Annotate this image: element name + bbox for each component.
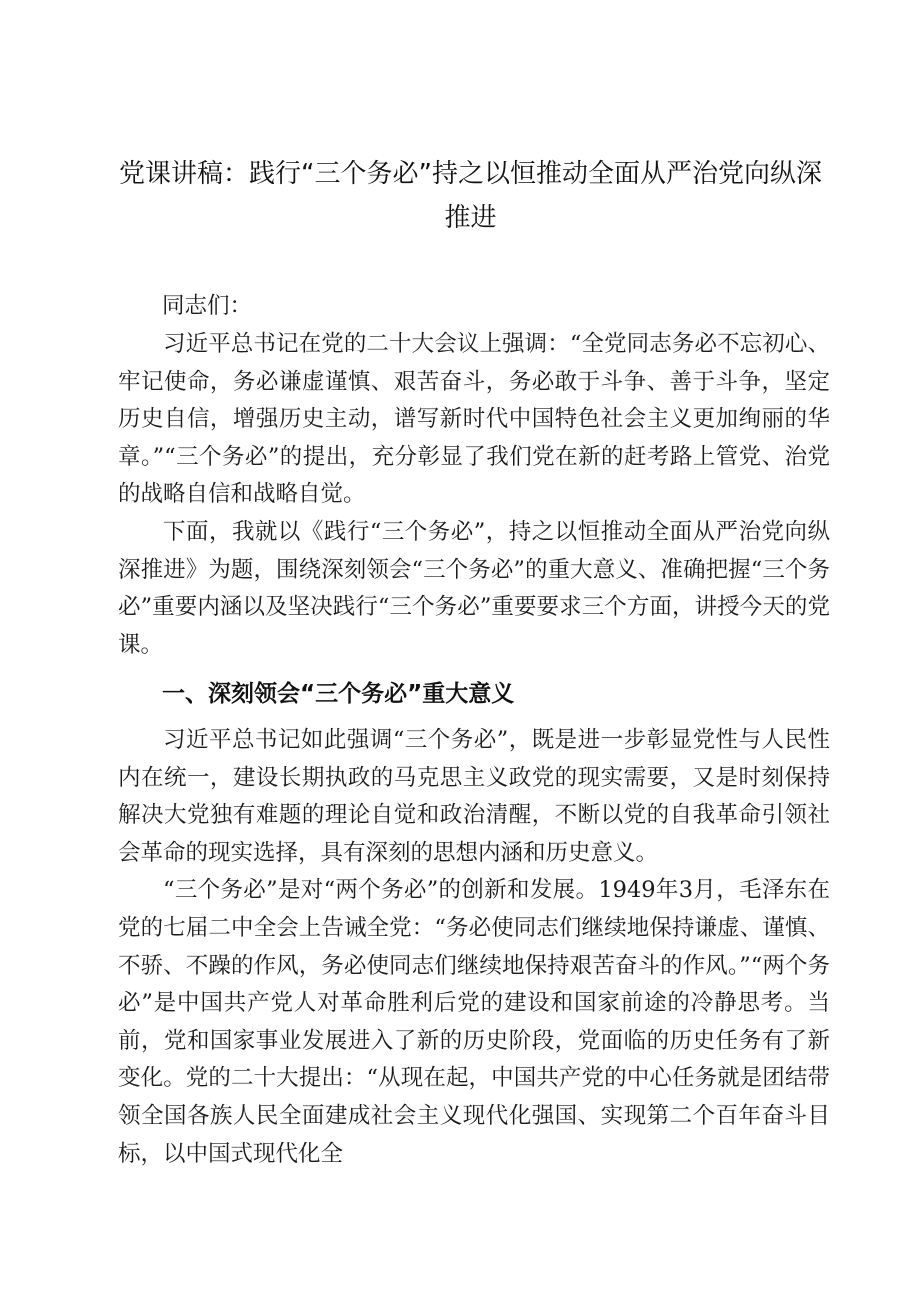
section-heading: 一、深刻领会“三个务必”重大意义: [162, 681, 515, 707]
paragraph-section-1: 习近平总书记如此强调“三个务必”，既是进一步彰显党性与人民性内在统一，建设长期执政的马克思主义政党的现实需要，又是时刻保持解决大党独有难题的理论自觉和政治清醒，不断以党的自我革命引领社会革命的现实选择，具有深刻的思想内涵和历史意义。: [118, 727, 830, 866]
paragraph-intro-1: 习近平总书记在党的二十大会议上强调：“全党同志务必不忘初心、牢记使命，务必谦虚谨慎、艰苦奋斗，务必敢于斗争、善于斗争，坚定历史自信，增强历史主动，谱写新时代中国特色社会主义更加绚丽的华章。”“三个务必”的提出，充分彰显了我们党在新的赶考路上管党、治党的战略自信和战略自觉。: [118, 331, 830, 508]
paragraph-section-2: “三个务必”是对“两个务必”的创新和发展。1949年3月，毛泽东在党的七届二中全会上告诫全党：“务必使同志们继续地保持谦虚、谨慎、不骄、不躁的作风，务必使同志们继续地保持艰苦奋斗的作风。”“两个务必”是中国共产党人对革命胜利后党的建设和国家前途的冷静思考。当前，党和国家事业发展进入了新的历史阶段，党面临的历史任务有了新变化。党的二十大提出：“从现在起，中国共产党的中心任务就是团结带领全国各族人民全面建成社会主义现代化强国、实现第二个百年奋斗目标，以中国式现代化全: [118, 877, 830, 1167]
intro-section: [118, 326, 830, 664]
section-body: [118, 722, 830, 1173]
paragraph-intro-2: 下面，我就以《践行“三个务必”，持之以恒推动全面从严治党向纵深推进》为题，围绕深刻领会“三个务必”的重大意义、准确把握“三个务必”重要内涵以及坚决践行“三个务必”重要要求三个方面，讲授今天的党课。: [118, 518, 830, 658]
document-title: 党课讲稿：践行“三个务必”持之以恒推动全面从严治党向纵深推进: [119, 159, 822, 233]
greeting: 同志们：: [162, 293, 253, 319]
